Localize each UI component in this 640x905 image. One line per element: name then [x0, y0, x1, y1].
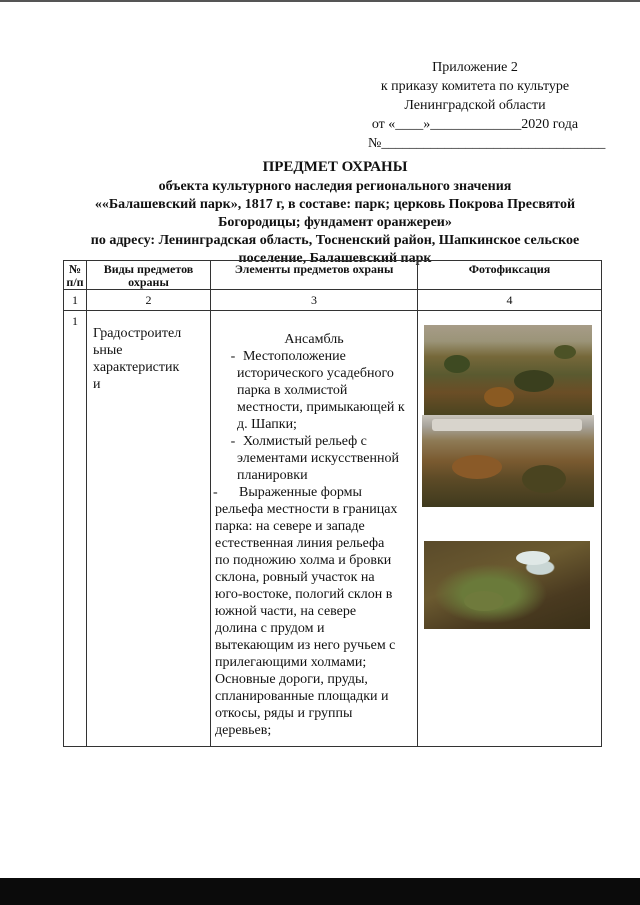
element-line: прилегающими холмами; — [215, 655, 367, 670]
document-title — [40, 158, 630, 268]
header-elements: Элементы предметов охраны — [211, 261, 418, 290]
element-line: склона, ровный участок на — [215, 570, 375, 585]
element-line: элементами искусственной — [237, 451, 399, 466]
header-photo: Фотофиксация — [418, 261, 602, 290]
aerial-photo-park-hills — [424, 325, 592, 415]
col-number-2: 2 — [87, 290, 211, 311]
table-numbering-row — [64, 290, 602, 311]
header-num — [64, 261, 87, 290]
element-line: Местоположение — [243, 349, 346, 364]
approval-line-1: Приложение 2 — [432, 60, 518, 75]
header-num-a: № — [68, 262, 82, 276]
row-kind-cell — [87, 311, 211, 747]
row-number: 1 — [64, 311, 87, 747]
ensemble-heading: Ансамбль — [284, 332, 344, 347]
element-line: местности, примыкающей к — [237, 400, 405, 415]
approval-line-3: Ленинградской области — [404, 98, 546, 113]
top-scan-edge — [0, 0, 640, 2]
approval-line-2: к приказу комитета по культуре — [380, 79, 570, 94]
element-item-relief — [211, 433, 417, 484]
element-line: спланированные площадки и — [215, 689, 389, 704]
element-line: откосы, ряды и группы — [215, 706, 353, 721]
bullet-dash: - — [230, 349, 236, 364]
element-line: юго-востоке, пологий склон в — [215, 587, 393, 602]
col-number-4: 4 — [418, 290, 602, 311]
row-elements-cell — [211, 311, 418, 747]
element-line: деревьев; — [215, 723, 272, 738]
col-number-3: 3 — [211, 290, 418, 311]
col-number-1: 1 — [64, 290, 87, 311]
header-kind — [87, 261, 211, 290]
title-line-3: Богородицы; фундамент оранжереи» — [218, 215, 452, 230]
title-line-2: ««Балашевский парк», 1817 г, в составе: парк; церковь Покрова Пресвятой — [94, 197, 576, 212]
row-photo-cell — [418, 311, 602, 747]
table-header-row — [64, 261, 602, 290]
row-kind-line: Градостроител — [93, 326, 182, 341]
approval-line-4: от «____»_____________2020 года — [371, 117, 579, 132]
photo-group — [418, 311, 601, 745]
element-line: планировки — [237, 468, 308, 483]
aerial-photo-pond — [424, 541, 590, 629]
title-main: ПРЕДМЕТ ОХРАНЫ — [262, 159, 408, 175]
element-line: Холмистый рельеф с — [243, 434, 367, 449]
element-item-location — [211, 348, 417, 433]
header-kind-a: Виды предметов — [103, 262, 194, 276]
element-line: Основные дороги, пруды, — [215, 672, 368, 687]
element-line: долина с прудом и — [215, 621, 325, 636]
scan-bottom-bar — [0, 878, 640, 905]
title-line-1: объекта культурного наследия регионального значения — [158, 179, 512, 194]
title-line-4: по адресу: Ленинградская область, Тосненский район, Шапкинское сельское — [90, 233, 580, 248]
element-line: парка: на севере и западе — [215, 519, 365, 534]
row-kind-line: и — [93, 377, 101, 392]
protection-table — [63, 260, 602, 747]
element-item-forms — [211, 484, 417, 739]
element-line: южной части, на севере — [215, 604, 357, 619]
bullet-dash: - — [213, 485, 218, 500]
row-kind-line: ьные — [93, 343, 123, 358]
header-num-b: п/п — [66, 275, 84, 289]
approval-line-5: №________________________________ — [368, 136, 606, 151]
element-line: рельефа местности в границах — [215, 502, 398, 517]
approval-block — [330, 58, 620, 153]
aerial-photo-village — [422, 415, 594, 507]
header-kind-b: охраны — [128, 275, 169, 289]
element-line: вытекающим из него ручьем с — [215, 638, 396, 653]
row-kind-line: характеристик — [93, 360, 180, 375]
bullet-dash: - — [230, 434, 236, 449]
element-line: д. Шапки; — [237, 417, 297, 432]
element-line: исторического усадебного — [237, 366, 394, 381]
table-row — [64, 311, 602, 747]
element-line: Выраженные формы — [239, 485, 362, 500]
element-line: естественная линия рельефа — [215, 536, 385, 551]
element-line: парка в холмистой — [237, 383, 348, 398]
title-line-5: поселение, Балашевский парк — [238, 251, 432, 266]
element-line: по подножию холма и бровки — [215, 553, 392, 568]
